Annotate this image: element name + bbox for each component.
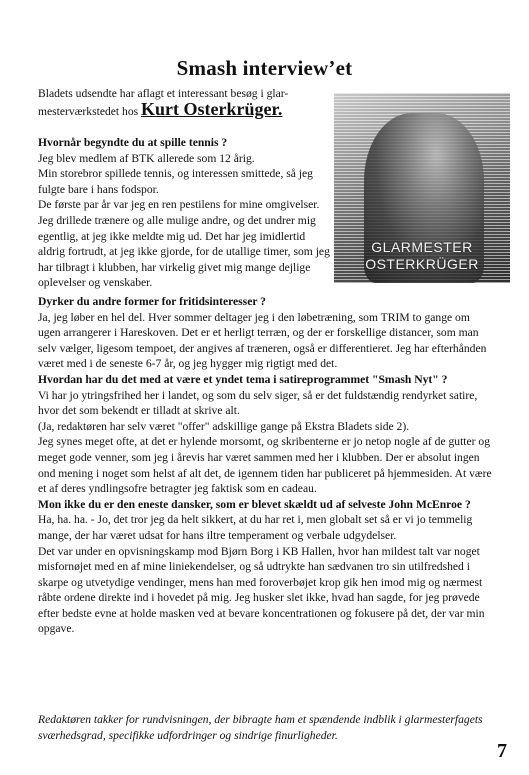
article-title: Smash interview’et [176,56,353,80]
page-number: 7 [497,740,507,762]
answer-1-paragraph-1: Jeg blev medlem af BTK allerede som 12 årig. [38,151,255,165]
article-intro [38,86,338,119]
answer-3-paragraph-2: (Ja, redaktøren har selv været "offer" adskillige gange på Ekstra Bladets side 2). [38,419,410,433]
main-text-column [38,294,494,637]
photo-caption-line1: GLARMESTER [371,239,473,255]
question-2: Dyrker du andre former for fritidsinteresser ? [38,295,266,308]
answer-2: Ja, jeg løber en hel del. Hver sommer deltager jeg i den løbetræning, som TRIM to gange om ugen arrangerer i Hareskoven. Det er et herligt terræn, og der er forskellige distancer, som man selv vælger, ligesom tempoet, der angives af træneren, også er differentieret. Jeg har efterhånden været med i de seneste 6-7 år, og jeg hygger mig rigtigt med det. [38,310,487,371]
interviewee-photo [334,93,510,283]
photo-caption-line2: OSTERKRÜGER [365,256,479,272]
answer-1-paragraph-2: Min storebror spillede tennis, og interessen smittede, så jeg fulgte bare i hans fodspor. [38,167,313,196]
question-4: Mon ikke du er den eneste dansker, som er blevet skældt ud af selveste John McEnroe ? [38,497,471,511]
question-3: Hvordan har du det med at være et yndet tema i satireprogrammet "Smash Nyt" ? [38,372,448,386]
first-answer-column [38,135,330,291]
interviewee-name: Kurt Osterkrüger. [141,98,283,119]
answer-4-paragraph-2: Det var under en opvisningskamp mod Bjørn Borg i KB Hallen, hvor han mildest talt var noget misfornøjet med en af mine liniekendelser, og så udtrykte han sædvanen tro sin utilfredshed i skarpe og utvetydige vendinger, mens han med foroverbøjet krop gik hen imod mig og nærmest råbte ordene direkte ind i hovedet på mig. Jeg husker slet ikke, hvad han sagde, for jeg prøvede efter bedste evne at holde masken ved at bevare koncentrationen og fokusere på det, der var min opgave. [38,544,485,636]
closing-remark: Redaktøren takker for rundvisningen, der bibragte ham et spændende indblik i glarmesterfagets sværhedsgrad, specifikke udfordringer og sindrige finurligheder. [38,713,483,742]
answer-3-paragraph-3: Jeg synes meget ofte, at det er hylende morsomt, og skribenterne er jo netop nogle af de gutter og meget gode venner, som jeg i årevis har været sammen med her i klubben. Der er absolut ingen ond mening i noget som helst af alt det, de igennem tiden har publiceret på hjemmesiden. At være et af deres yndlingsofre betragter jeg faktisk som en cadeau. [38,435,492,496]
answer-1-paragraph-3: De første par år var jeg en ren pestilens for mine omgivelser. Jeg drillede trænere og alle mulige andre, og det undrer mig egentlig, at jeg ikke meldte mig ud. Det har jeg imidlertid aldrig fortrudt, at jeg ikke gjorde, for de utallige timer, som jeg har tilbragt i klubben, har virkelig givet mig mange dejlige oplevelser og venskaber. [38,198,330,290]
intro-text: Bladets udsendte har aflagt et interessant besøg i glar-mesterværkstedet hos [38,87,289,118]
answer-3-paragraph-1: Vi har jo ytringsfrihed her i landet, og som du selv siger, så er det fuldstændig rendyrket satire, hvor det som bekendt er tilladt at skrive alt. [38,388,478,418]
answer-4-paragraph-1: Ha, ha. ha. - Jo, det tror jeg da helt sikkert, at du har ret i, men globalt set så er vi jo temmelig mange, der har været udsat for hans iltre temperament og verbale udgydelser. [38,513,473,542]
question-1: Hvornår begyndte du at spille tennis ? [38,136,228,149]
